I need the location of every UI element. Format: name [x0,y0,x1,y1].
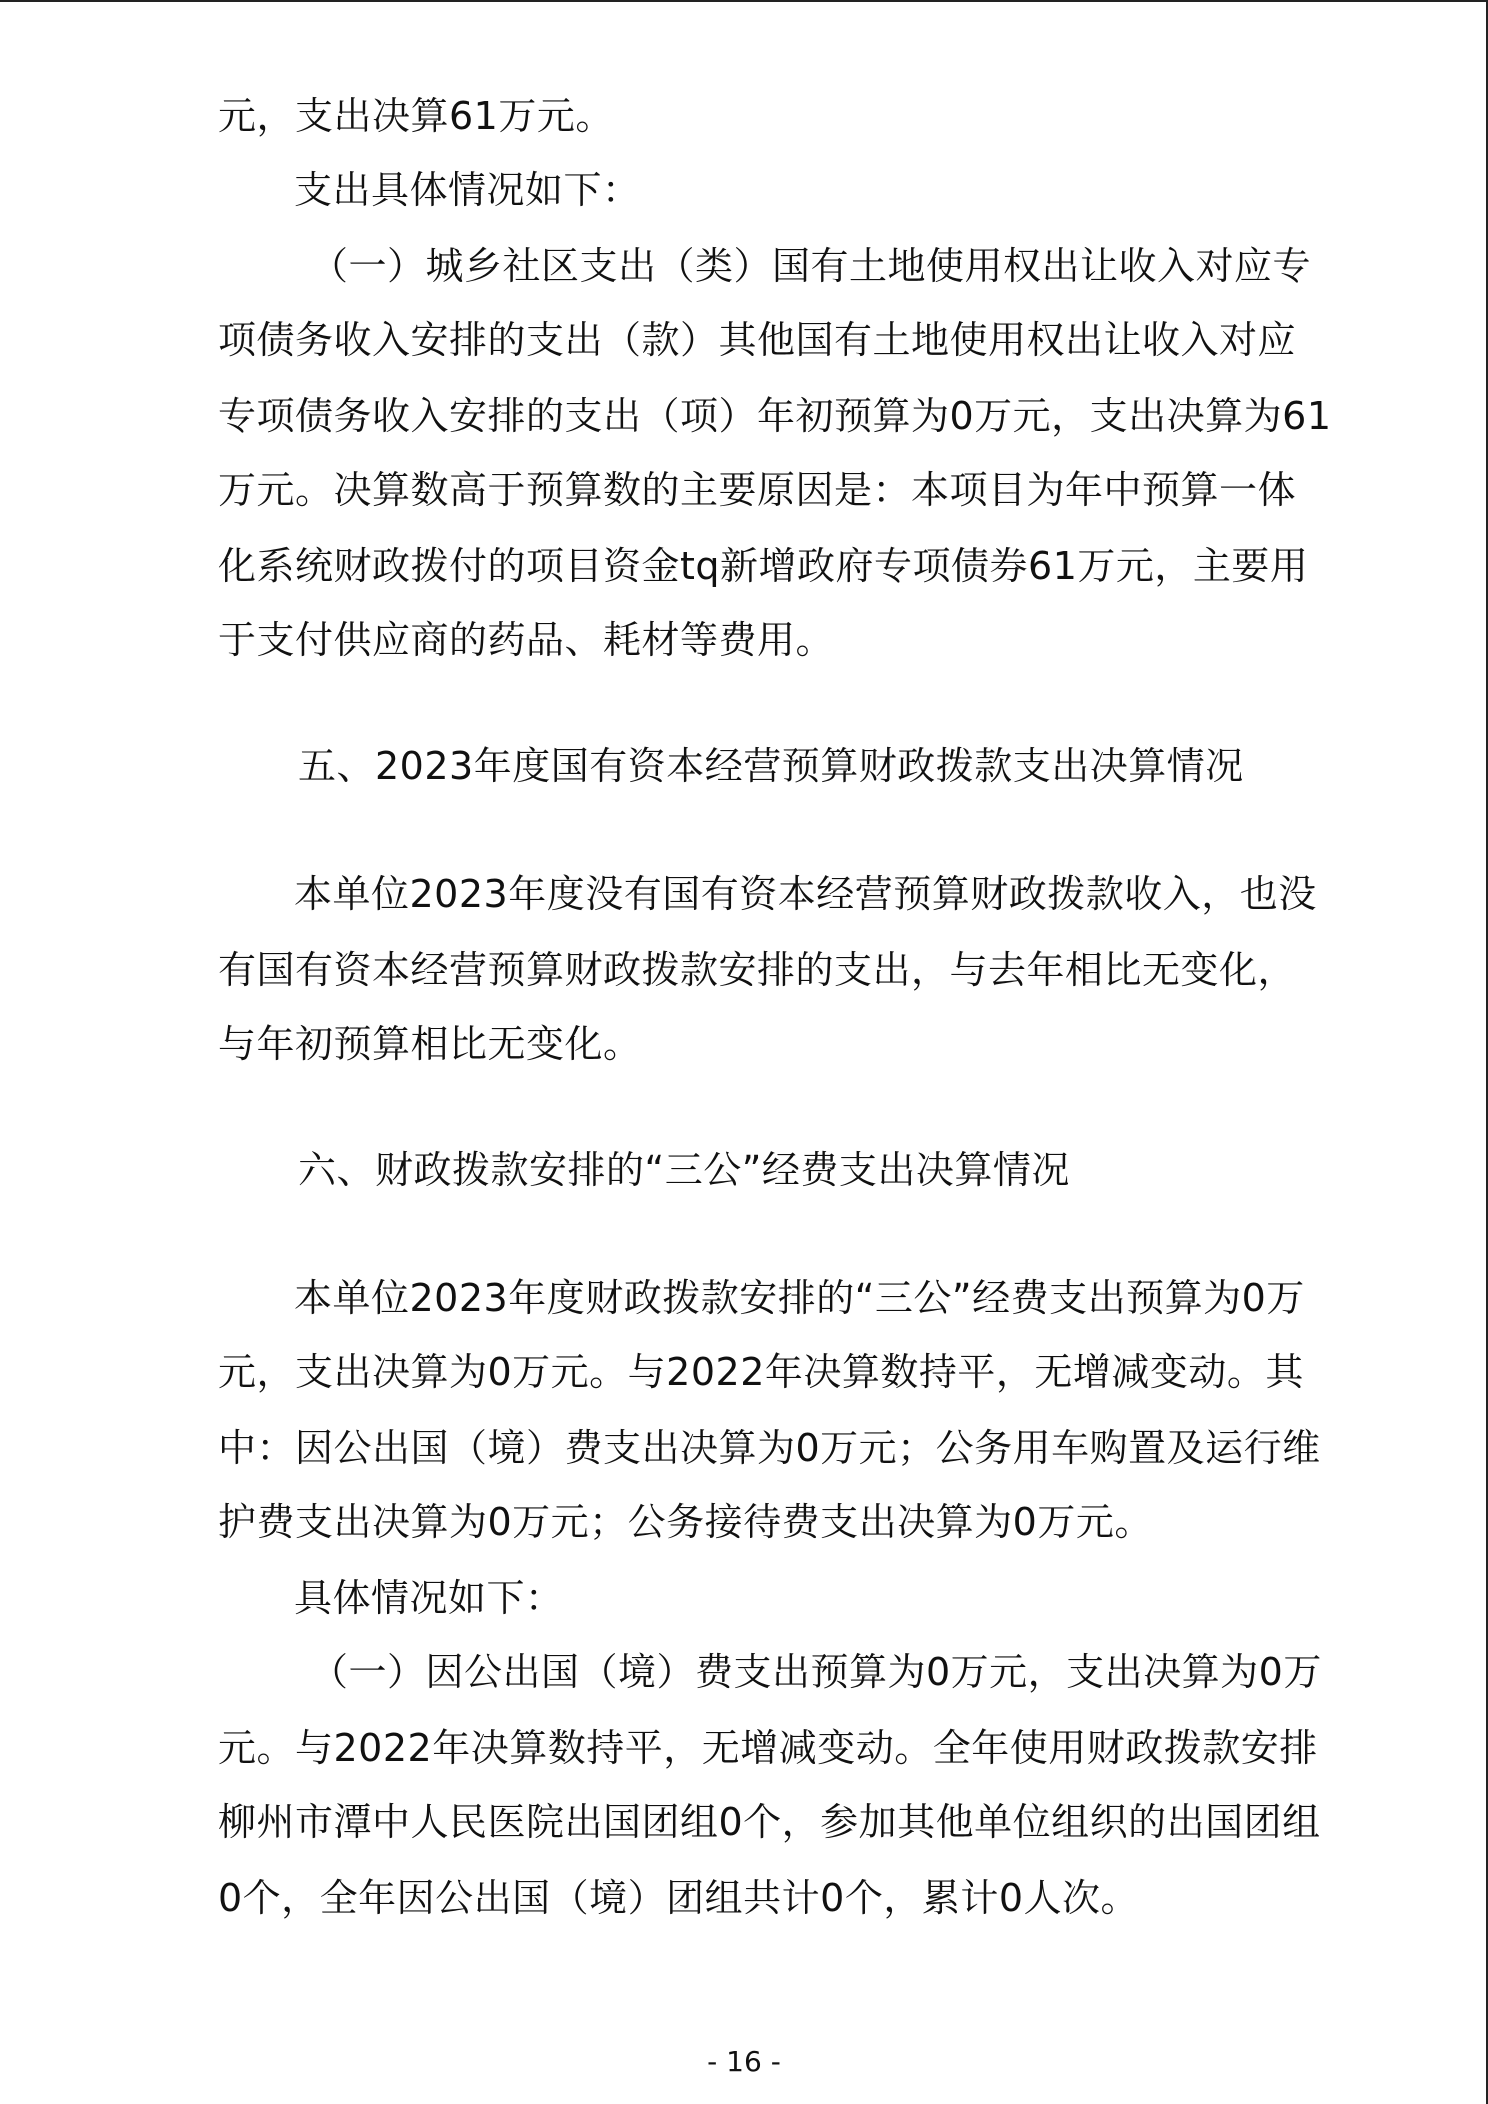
paragraph-line: 中：因公出国（境）费支出决算为0万元；公务用车购置及运行维 [218,1426,1321,1470]
paragraph-line: 万元。决算数高于预算数的主要原因是：本项目为年中预算一体 [218,468,1297,512]
paragraph-line: 本单位2023年度财政拨款安排的“三公”经费支出预算为0万 [294,1276,1305,1320]
page-number: - 16 - [707,2045,781,2078]
paragraph-line: 项债务收入安排的支出（款）其他国有土地使用权出让收入对应 [218,318,1297,362]
paragraph-line: 于支付供应商的药品、耗材等费用。 [218,618,835,662]
paragraph-line: 柳州市潭中人民医院出国团组0个，参加其他单位组织的出国团组 [218,1800,1321,1844]
section-heading-6: 六、财政拨款安排的“三公”经费支出决算情况 [298,1148,1070,1192]
section-heading-5: 五、2023年度国有资本经营预算财政拨款支出决算情况 [298,744,1244,788]
paragraph-line: 本单位2023年度没有国有资本经营预算财政拨款收入，也没 [294,872,1317,916]
paragraph-line: 具体情况如下： [294,1576,564,1620]
paragraph-line: 支出具体情况如下： [294,168,641,212]
paragraph-line: （一）城乡社区支出（类）国有土地使用权出让收入对应专 [310,244,1312,288]
paragraph-line: 与年初预算相比无变化。 [218,1022,642,1066]
paragraph-line: 元。与2022年决算数持平，无增减变动。全年使用财政拨款安排 [218,1726,1318,1770]
paragraph-line: 元，支出决算61万元。 [218,94,614,138]
paragraph-line: （一）因公出国（境）费支出预算为0万元，支出决算为0万 [310,1650,1322,1694]
paragraph-line: 专项债务收入安排的支出（项）年初预算为0万元，支出决算为61 [218,394,1332,438]
paragraph-line: 元，支出决算为0万元。与2022年决算数持平，无增减变动。其 [218,1350,1304,1394]
paragraph-line: 化系统财政拨付的项目资金tq新增政府专项债券61万元，主要用 [218,544,1309,588]
page-top-border [0,0,1488,2]
paragraph-line: 护费支出决算为0万元；公务接待费支出决算为0万元。 [218,1500,1153,1544]
paragraph-line: 有国有资本经营预算财政拨款安排的支出，与去年相比无变化， [218,948,1297,992]
paragraph-line: 0个，全年因公出国（境）团组共计0个，累计0人次。 [218,1876,1140,1920]
